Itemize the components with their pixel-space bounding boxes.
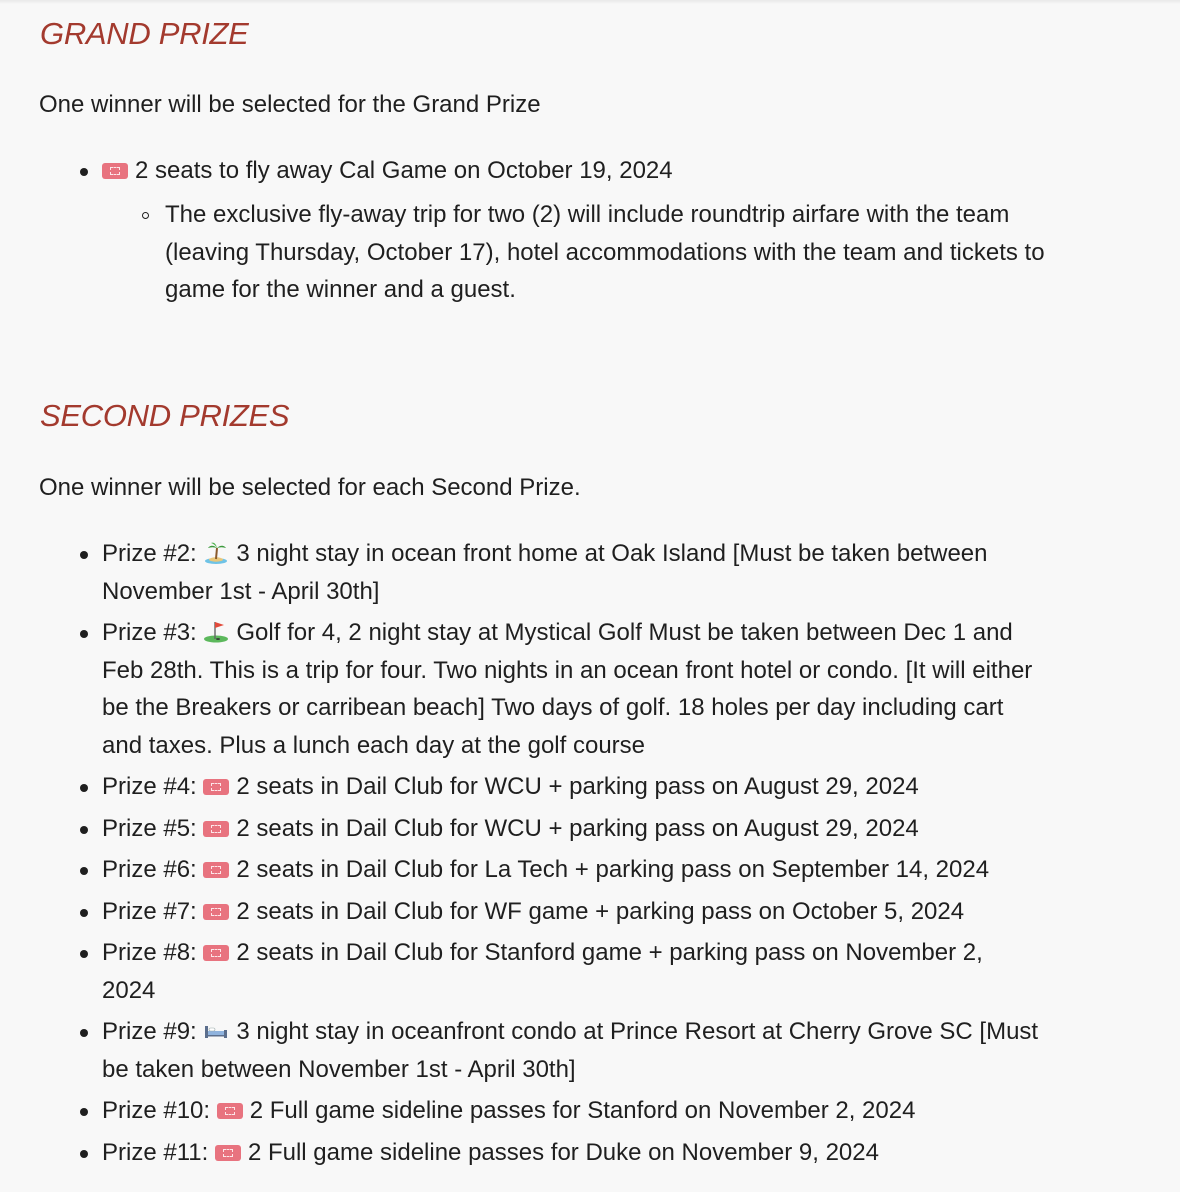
prize-label: Prize #2: — [102, 540, 197, 567]
bed-icon — [203, 1018, 229, 1042]
prize-text: 2 seats in Dail Club for WCU + parking pass on August 29, 2024 — [236, 773, 919, 800]
ticket-icon — [203, 904, 229, 920]
list-item — [0, 893, 1042, 931]
list-item — [0, 1092, 1042, 1130]
ticket-icon — [203, 945, 229, 961]
prize-label: Prize #9: — [102, 1018, 197, 1045]
list-subitem: The exclusive fly-away trip for two (2) will include roundtrip airfare with the team (leaving Thursday, October 17), hotel accommodations with the team and tickets to game for the winner and a guest. — [0, 196, 1075, 309]
prize-text: 2 Full game sideline passes for Stanford on November 2, 2024 — [249, 1097, 916, 1124]
grand-prize-heading: GRAND PRIZE — [40, 16, 249, 51]
prize-text: 2 seats in Dail Club for La Tech + parking pass on September 14, 2024 — [236, 856, 990, 883]
golf-flag-icon — [203, 619, 229, 643]
top-shadow — [0, 0, 1180, 4]
list-item — [0, 1013, 1042, 1088]
prize-label: Prize #7: — [102, 897, 197, 925]
prize-label: Prize #4: — [102, 773, 197, 800]
list-item — [0, 810, 1042, 848]
prize-label: Prize #6: — [102, 856, 197, 883]
list-item — [0, 768, 1042, 806]
second-prizes-intro: One winner will be selected for each Second Prize. — [39, 474, 581, 501]
prize-label: Prize #5: — [102, 814, 197, 842]
prize-text: 2 Full game sideline passes for Duke on November 9, 2024 — [247, 1138, 879, 1166]
prize-label: Prize #3: — [102, 619, 197, 646]
list-item — [0, 934, 1042, 1009]
ticket-icon — [203, 862, 229, 878]
prize-text: Golf for 4, 2 night stay at Mystical Golf Must be taken between Dec 1 and Feb 28th. This is a trip for four. Two nights in an ocean front hotel or condo. [It will either be the Breakers or carribean beach] Two days of golf. 18 holes per day including cart and taxes. Plus a lunch each day at the golf course — [102, 619, 1033, 759]
island-icon — [203, 540, 229, 564]
list-item — [0, 851, 1042, 889]
prize-label: Prize #8: — [102, 939, 197, 966]
ticket-icon — [102, 163, 128, 179]
prize-label: Prize #11: — [102, 1138, 209, 1166]
prize-text: 3 night stay in ocean front home at Oak Island [Must be taken between November 1st - April 30th] — [102, 540, 988, 605]
prize-text: 2 seats in Dail Club for Stanford game + parking pass on November 2, 2024 — [102, 939, 983, 1004]
second-prizes-heading: SECOND PRIZES — [40, 398, 290, 433]
prize-text: 3 night stay in oceanfront condo at Prince Resort at Cherry Grove SC [Must be taken between November 1st - April 30th] — [102, 1018, 1039, 1083]
ticket-icon — [203, 779, 229, 795]
list-item — [0, 535, 1042, 610]
ticket-icon — [203, 821, 229, 837]
grand-prize-list — [0, 152, 1042, 194]
list-item — [0, 614, 1042, 764]
grand-prize-intro: One winner will be selected for the Grand Prize — [39, 91, 541, 118]
prize-label: Prize #10: — [102, 1097, 211, 1124]
prize-text: 2 seats in Dail Club for WF game + parking pass on October 5, 2024 — [236, 897, 965, 925]
grand-prize-sublist — [0, 194, 1075, 309]
prize-text: 2 seats to fly away Cal Game on October 19, 2024 — [135, 157, 673, 184]
second-prizes-list — [0, 535, 1042, 1175]
ticket-icon — [215, 1145, 241, 1161]
ticket-icon — [217, 1103, 243, 1119]
list-item — [0, 1134, 1042, 1172]
prize-text: 2 seats in Dail Club for WCU + parking pass on August 29, 2024 — [236, 814, 919, 842]
list-item — [0, 152, 1042, 190]
